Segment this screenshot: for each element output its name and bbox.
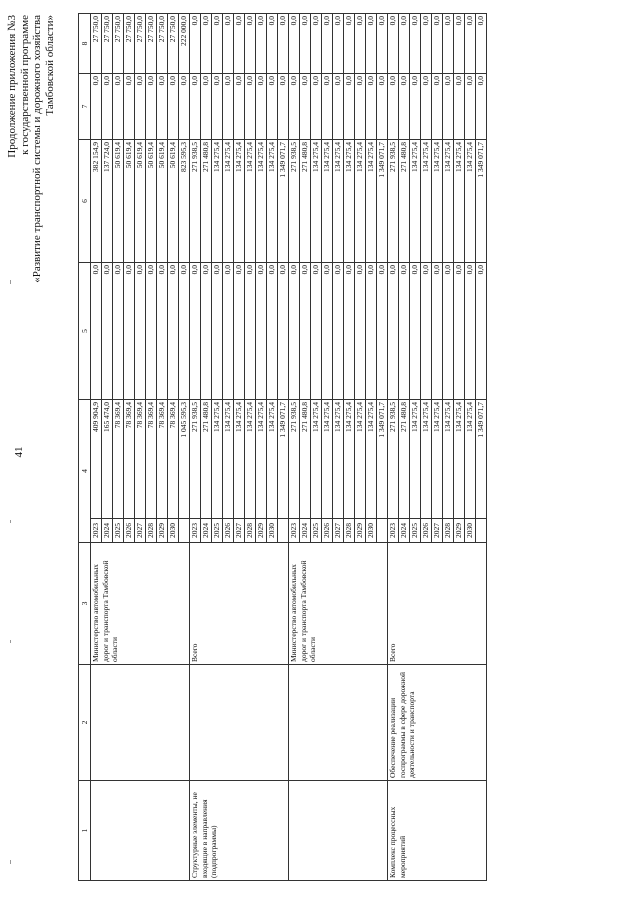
amount-cell: 78 369,4 (135, 400, 146, 519)
amount-cell: 0,0 (256, 74, 267, 140)
amount-cell: 0,0 (388, 263, 399, 400)
amount-cell: 0,0 (377, 14, 388, 74)
cell-text: Министерство автомобильных дорог и транспорта Тамбовской области (91, 560, 119, 662)
amount-cell: 1 349 071,7 (278, 400, 289, 519)
year-cell: 2024 (300, 519, 311, 543)
amount-cell: 0,0 (465, 74, 476, 140)
executor-cell (190, 543, 289, 665)
amount-cell: 134 275,4 (234, 400, 245, 519)
amount-cell: 0,0 (289, 14, 300, 74)
amount-cell: 0,0 (256, 263, 267, 400)
activity-name-cell (91, 665, 190, 781)
amount-cell: 27 750,0 (124, 14, 135, 74)
year-cell: 2025 (410, 519, 421, 543)
amount-cell: 27 750,0 (146, 14, 157, 74)
amount-cell: 134 275,4 (410, 400, 421, 519)
amount-cell: 134 275,4 (322, 140, 333, 263)
amount-cell: 0,0 (168, 263, 179, 400)
amount-cell: 134 275,4 (410, 140, 421, 263)
header-line-4: Тамбовской области» (43, 15, 56, 116)
amount-cell: 134 275,4 (344, 140, 355, 263)
amount-cell: 137 724,0 (102, 140, 113, 263)
amount-cell: 0,0 (102, 74, 113, 140)
amount-cell: 0,0 (355, 14, 366, 74)
amount-cell: 134 275,4 (421, 140, 432, 263)
amount-cell: 0,0 (443, 14, 454, 74)
amount-cell: 0,0 (245, 263, 256, 400)
column-number: 7 (79, 74, 91, 140)
amount-cell: 78 369,4 (124, 400, 135, 519)
amount-cell: 134 275,4 (223, 140, 234, 263)
year-cell: 2028 (146, 519, 157, 543)
amount-cell: 134 275,4 (421, 400, 432, 519)
amount-cell: 0,0 (278, 14, 289, 74)
amount-cell: 50 619,4 (135, 140, 146, 263)
amount-cell: 271 938,5 (190, 140, 201, 263)
amount-cell: 50 619,4 (124, 140, 135, 263)
amount-cell: 78 369,4 (146, 400, 157, 519)
amount-cell: 0,0 (157, 263, 168, 400)
amount-cell: 1 349 071,7 (377, 140, 388, 263)
amount-cell: 1 349 071,7 (377, 400, 388, 519)
year-cell: 2028 (245, 519, 256, 543)
amount-cell: 0,0 (278, 263, 289, 400)
amount-cell: 0,0 (432, 263, 443, 400)
page-number: 41 (13, 446, 25, 458)
amount-cell: 134 275,4 (212, 400, 223, 519)
amount-cell: 0,0 (223, 263, 234, 400)
amount-cell: 0,0 (311, 263, 322, 400)
column-number: 2 (79, 665, 91, 781)
amount-cell: 0,0 (146, 74, 157, 140)
year-cell: 2024 (201, 519, 212, 543)
amount-cell: 134 275,4 (256, 400, 267, 519)
activity-name-cell (289, 665, 388, 781)
amount-cell: 27 750,0 (91, 14, 102, 74)
amount-cell: 0,0 (267, 14, 278, 74)
year-cell: 2026 (322, 519, 333, 543)
amount-cell: 0,0 (476, 14, 487, 74)
funding-table (78, 13, 487, 881)
amount-cell: 271 938,5 (388, 140, 399, 263)
amount-cell: 134 275,4 (311, 140, 322, 263)
amount-cell: 0,0 (311, 74, 322, 140)
amount-cell: 0,0 (245, 14, 256, 74)
amount-cell: 0,0 (410, 14, 421, 74)
amount-cell: 409 904,9 (91, 400, 102, 519)
amount-cell: 0,0 (256, 14, 267, 74)
amount-cell: 271 480,8 (201, 140, 212, 263)
year-cell: 2029 (256, 519, 267, 543)
amount-cell: 134 275,4 (245, 140, 256, 263)
executor-cell (289, 543, 388, 665)
year-cell: 2029 (157, 519, 168, 543)
amount-cell: 271 938,5 (388, 400, 399, 519)
column-number: 4 (79, 400, 91, 543)
amount-cell: 50 619,4 (157, 140, 168, 263)
amount-cell: 0,0 (201, 14, 212, 74)
amount-cell: 0,0 (465, 263, 476, 400)
amount-cell: 0,0 (245, 74, 256, 140)
amount-cell: 134 275,4 (234, 140, 245, 263)
amount-cell: 0,0 (333, 14, 344, 74)
executor-cell (91, 543, 190, 665)
amount-cell: 271 480,8 (300, 400, 311, 519)
amount-cell: 50 619,4 (146, 140, 157, 263)
amount-cell: 0,0 (190, 74, 201, 140)
appendix-header (6, 15, 56, 315)
activity-name-cell (190, 665, 289, 781)
amount-cell: 0,0 (300, 14, 311, 74)
amount-cell: 0,0 (135, 74, 146, 140)
year-cell: 2023 (190, 519, 201, 543)
amount-cell: 134 275,4 (212, 140, 223, 263)
year-cell: 2025 (113, 519, 124, 543)
amount-cell: 0,0 (410, 263, 421, 400)
year-cell: 2028 (443, 519, 454, 543)
header-line-2: к государственной программе (18, 15, 31, 155)
amount-cell: 382 154,9 (91, 140, 102, 263)
amount-cell: 134 275,4 (355, 400, 366, 519)
amount-cell: 0,0 (267, 263, 278, 400)
amount-cell: 134 275,4 (322, 400, 333, 519)
amount-cell: 0,0 (465, 14, 476, 74)
program-element-cell (388, 781, 487, 881)
amount-cell: 0,0 (366, 263, 377, 400)
year-cell: 2025 (311, 519, 322, 543)
amount-cell: 271 480,8 (201, 400, 212, 519)
amount-cell: 78 369,4 (168, 400, 179, 519)
program-element-cell (190, 781, 289, 881)
year-cell: 2024 (399, 519, 410, 543)
amount-cell: 134 275,4 (223, 400, 234, 519)
amount-cell: 0,0 (146, 263, 157, 400)
amount-cell: 0,0 (377, 263, 388, 400)
cell-text: Структурные элементы, не входящие в направления (подпрограммы) (190, 792, 218, 878)
amount-cell: 134 275,4 (366, 400, 377, 519)
amount-cell: 0,0 (300, 74, 311, 140)
amount-cell: 0,0 (421, 74, 432, 140)
amount-cell: 271 938,5 (190, 400, 201, 519)
amount-cell: 0,0 (113, 74, 124, 140)
amount-cell: 134 275,4 (311, 400, 322, 519)
amount-cell: 0,0 (476, 74, 487, 140)
year-cell: 2023 (388, 519, 399, 543)
amount-cell: 134 275,4 (333, 140, 344, 263)
amount-cell: 0,0 (91, 74, 102, 140)
amount-cell: 1 045 595,3 (179, 400, 190, 519)
cell-text: Всего (388, 643, 397, 662)
amount-cell: 27 750,0 (113, 14, 124, 74)
activity-name-cell (388, 665, 487, 781)
amount-cell: 0,0 (190, 263, 201, 400)
executor-cell (388, 543, 487, 665)
amount-cell: 0,0 (421, 263, 432, 400)
amount-cell: 0,0 (223, 14, 234, 74)
amount-cell: 27 750,0 (102, 14, 113, 74)
amount-cell: 134 275,4 (443, 400, 454, 519)
column-number: 6 (79, 140, 91, 263)
cell-text: Обеспечение реализации госпрограммы в сфере дорожной деятельности и транспорта (388, 671, 416, 778)
amount-cell: 0,0 (212, 263, 223, 400)
table-row (388, 14, 399, 881)
amount-cell: 0,0 (344, 74, 355, 140)
amount-cell: 134 275,4 (245, 400, 256, 519)
column-number: 1 (79, 781, 91, 881)
amount-cell: 0,0 (399, 14, 410, 74)
amount-cell: 0,0 (267, 74, 278, 140)
amount-cell: 134 275,4 (344, 400, 355, 519)
table-row (190, 14, 201, 881)
amount-cell: 823 595,3 (179, 140, 190, 263)
year-cell: 2029 (355, 519, 366, 543)
amount-cell: 0,0 (377, 74, 388, 140)
amount-cell: 50 619,4 (113, 140, 124, 263)
amount-cell: 134 275,4 (366, 140, 377, 263)
amount-cell: 0,0 (168, 74, 179, 140)
amount-cell: 0,0 (322, 14, 333, 74)
column-number-row (79, 14, 91, 881)
amount-cell: 0,0 (179, 263, 190, 400)
amount-cell: 0,0 (322, 263, 333, 400)
amount-cell: 271 938,5 (289, 140, 300, 263)
amount-cell: 134 275,4 (432, 140, 443, 263)
year-cell: 2028 (344, 519, 355, 543)
amount-cell: 134 275,4 (355, 140, 366, 263)
year-cell (476, 519, 487, 543)
year-cell: 2030 (267, 519, 278, 543)
amount-cell: 27 750,0 (157, 14, 168, 74)
amount-cell: 0,0 (102, 263, 113, 400)
amount-cell: 0,0 (344, 263, 355, 400)
amount-cell: 78 369,4 (113, 400, 124, 519)
amount-cell: 134 275,4 (443, 140, 454, 263)
amount-cell: 1 349 071,7 (476, 400, 487, 519)
table-row (91, 14, 102, 881)
year-cell: 2026 (124, 519, 135, 543)
amount-cell: 27 750,0 (135, 14, 146, 74)
header-line-3: «Развитие транспортной системы и дорожного хозяйства (31, 15, 43, 283)
amount-cell: 0,0 (234, 74, 245, 140)
amount-cell: 134 275,4 (267, 140, 278, 263)
amount-cell: 0,0 (333, 263, 344, 400)
header-line-1: Продолжение приложения №3 (6, 15, 18, 158)
year-cell: 2024 (102, 519, 113, 543)
column-number: 3 (79, 543, 91, 665)
amount-cell: 1 349 071,7 (278, 140, 289, 263)
amount-cell: 0,0 (366, 14, 377, 74)
amount-cell: 0,0 (278, 74, 289, 140)
amount-cell: 0,0 (388, 14, 399, 74)
amount-cell: 0,0 (388, 74, 399, 140)
amount-cell: 0,0 (355, 74, 366, 140)
amount-cell: 134 275,4 (465, 400, 476, 519)
column-number: 8 (79, 14, 91, 74)
amount-cell: 0,0 (289, 263, 300, 400)
amount-cell: 0,0 (322, 74, 333, 140)
amount-cell: 0,0 (234, 263, 245, 400)
amount-cell: 134 275,4 (454, 400, 465, 519)
amount-cell: 271 480,8 (399, 400, 410, 519)
cell-text: Комплекс процессных мероприятий (388, 806, 407, 878)
table-row (289, 14, 300, 881)
amount-cell: 134 275,4 (256, 140, 267, 263)
year-cell: 2029 (454, 519, 465, 543)
amount-cell: 0,0 (289, 74, 300, 140)
amount-cell: 0,0 (399, 74, 410, 140)
cell-text: Министерство автомобильных дорог и транспорта Тамбовской области (289, 560, 317, 662)
amount-cell: 0,0 (190, 14, 201, 74)
amount-cell: 0,0 (333, 74, 344, 140)
amount-cell: 134 275,4 (454, 140, 465, 263)
amount-cell: 0,0 (410, 74, 421, 140)
year-cell: 2027 (234, 519, 245, 543)
year-cell: 2027 (333, 519, 344, 543)
amount-cell: 271 480,8 (300, 140, 311, 263)
amount-cell: 0,0 (212, 14, 223, 74)
amount-cell: 134 275,4 (333, 400, 344, 519)
amount-cell: 0,0 (344, 14, 355, 74)
amount-cell: 0,0 (443, 74, 454, 140)
amount-cell: 134 275,4 (267, 400, 278, 519)
amount-cell: 0,0 (366, 74, 377, 140)
amount-cell: 0,0 (157, 74, 168, 140)
year-cell: 2027 (135, 519, 146, 543)
amount-cell: 0,0 (201, 263, 212, 400)
year-cell: 2026 (421, 519, 432, 543)
amount-cell: 0,0 (91, 263, 102, 400)
year-cell: 2027 (432, 519, 443, 543)
amount-cell: 134 275,4 (432, 400, 443, 519)
amount-cell: 165 474,0 (102, 400, 113, 519)
amount-cell: 222 000,0 (179, 14, 190, 74)
amount-cell: 0,0 (223, 74, 234, 140)
year-cell: 2030 (168, 519, 179, 543)
amount-cell: 27 750,0 (168, 14, 179, 74)
year-cell (377, 519, 388, 543)
amount-cell: 0,0 (399, 263, 410, 400)
amount-cell: 271 938,5 (289, 400, 300, 519)
year-cell: 2026 (223, 519, 234, 543)
amount-cell: 0,0 (454, 14, 465, 74)
amount-cell: 0,0 (454, 74, 465, 140)
year-cell (278, 519, 289, 543)
amount-cell: 0,0 (432, 14, 443, 74)
amount-cell: 0,0 (124, 263, 135, 400)
amount-cell: 50 619,4 (168, 140, 179, 263)
amount-cell: 0,0 (113, 263, 124, 400)
amount-cell: 0,0 (454, 263, 465, 400)
year-cell: 2025 (212, 519, 223, 543)
year-cell: 2023 (91, 519, 102, 543)
amount-cell: 0,0 (234, 14, 245, 74)
column-number: 5 (79, 263, 91, 400)
amount-cell: 78 369,4 (157, 400, 168, 519)
cell-text: Всего (190, 643, 199, 662)
amount-cell: 0,0 (135, 263, 146, 400)
amount-cell: 0,0 (443, 263, 454, 400)
year-cell: 2023 (289, 519, 300, 543)
amount-cell: 134 275,4 (465, 140, 476, 263)
amount-cell: 0,0 (179, 74, 190, 140)
amount-cell: 0,0 (300, 263, 311, 400)
amount-cell: 0,0 (476, 263, 487, 400)
year-cell: 2030 (366, 519, 377, 543)
amount-cell: 0,0 (355, 263, 366, 400)
program-element-cell (289, 781, 388, 881)
amount-cell: 0,0 (212, 74, 223, 140)
amount-cell: 0,0 (421, 14, 432, 74)
amount-cell: 1 349 071,7 (476, 140, 487, 263)
amount-cell: 0,0 (311, 14, 322, 74)
year-cell (179, 519, 190, 543)
amount-cell: 0,0 (432, 74, 443, 140)
amount-cell: 271 480,8 (399, 140, 410, 263)
amount-cell: 0,0 (201, 74, 212, 140)
program-element-cell (91, 781, 190, 881)
year-cell: 2030 (465, 519, 476, 543)
amount-cell: 0,0 (124, 74, 135, 140)
